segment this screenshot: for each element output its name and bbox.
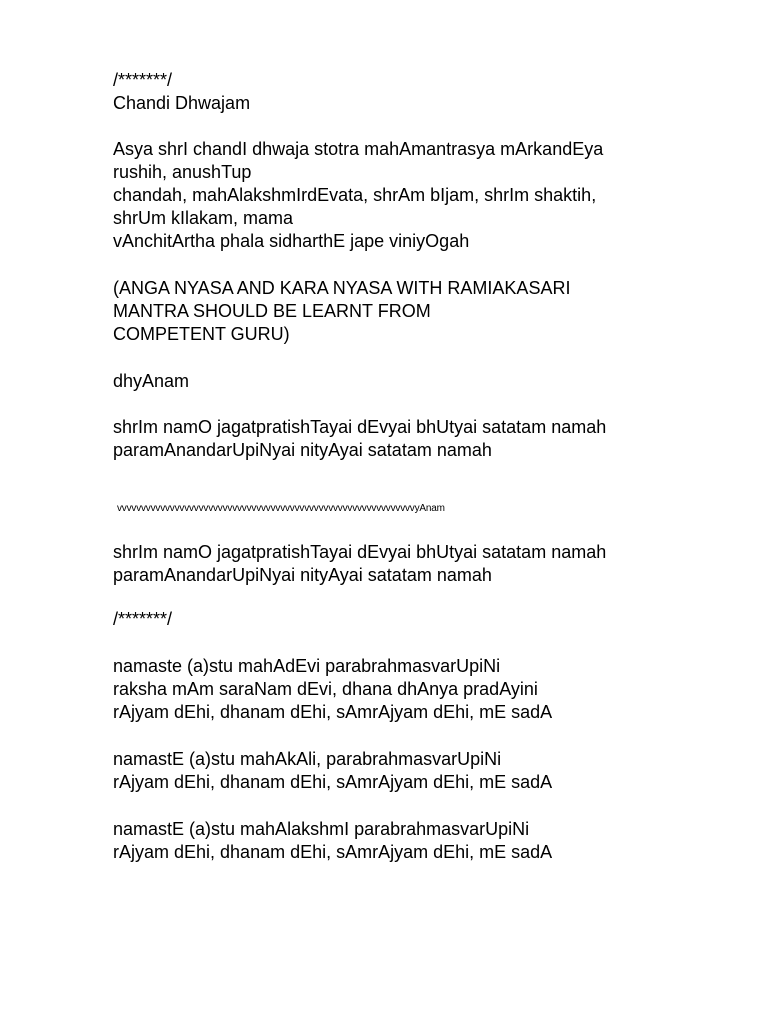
stanza-1 xyxy=(113,655,753,724)
title-text: Chandi Dhwajam xyxy=(113,93,251,113)
verse-line: shrIm namO jagatpratishTayai dEvyai bhUtyai satatam namah xyxy=(113,417,607,437)
note-line: (ANGA NYASA AND KARA NYASA WITH RAMIAKASARI xyxy=(113,278,571,298)
document-title xyxy=(113,92,753,115)
verse-line: paramAnandarUpiNyai nityAyai satatam namah xyxy=(113,440,492,460)
note-line: COMPETENT GURU) xyxy=(113,324,290,344)
stanza-line: raksha mAm saraNam dEvi, dhana dhAnya pradAyini xyxy=(113,679,538,699)
dhyanam-verse-2 xyxy=(113,541,753,587)
stanza-line: rAjyam dEhi, dhanam dEhi, sAmrAjyam dEhi, mE sadA xyxy=(113,842,553,862)
stanza-line: namaste (a)stu mahAdEvi parabrahmasvarUpiNi xyxy=(113,656,501,676)
stanza-3 xyxy=(113,818,753,864)
heading-text: dhyAnam xyxy=(113,371,190,391)
intro-line: Asya shrI chandI dhwaja stotra mahAmantrasya mArkandEya xyxy=(113,139,604,159)
stanza-line: namastE (a)stu mahAlakshmI parabrahmasvarUpiNi xyxy=(113,819,530,839)
separator-top xyxy=(113,69,753,92)
separator-text: /*******/ xyxy=(113,609,173,629)
dhyanam-verse-1 xyxy=(113,416,753,462)
intro-line: chandah, mahAlakshmIrdEvata, shrAm bIjam, shrIm shaktih, xyxy=(113,185,597,205)
dhyanam-heading xyxy=(113,370,753,393)
stanza-2 xyxy=(113,748,753,794)
small-repeated-line: vvvvvvvvvvvvvvvvvvvvvvvvvvvvvvvvvvvvvvvvvvvvvvvvvvvvvvvvvvvvvvyAnam xyxy=(117,503,445,514)
separator-text: /*******/ xyxy=(113,70,173,90)
stanza-line: rAjyam dEhi, dhanam dEhi, sAmrAjyam dEhi, mE sadA xyxy=(113,702,553,722)
stanza-line: namastE (a)stu mahAkAli, parabrahmasvarUpiNi xyxy=(113,749,502,769)
intro-line: vAnchitArtha phala sidharthE jape viniyOgah xyxy=(113,231,470,251)
verse-line: paramAnandarUpiNyai nityAyai satatam namah xyxy=(113,565,492,585)
stanza-line: rAjyam dEhi, dhanam dEhi, sAmrAjyam dEhi, mE sadA xyxy=(113,772,553,792)
note-line: MANTRA SHOULD BE LEARNT FROM xyxy=(113,301,431,321)
verse-line: shrIm namO jagatpratishTayai dEvyai bhUtyai satatam namah xyxy=(113,542,607,562)
intro-line: shrUm kIlakam, mama xyxy=(113,208,294,228)
separator-mid xyxy=(113,608,753,631)
note-paragraph xyxy=(113,277,753,346)
intro-line: rushih, anushTup xyxy=(113,162,252,182)
intro-paragraph xyxy=(113,138,753,253)
